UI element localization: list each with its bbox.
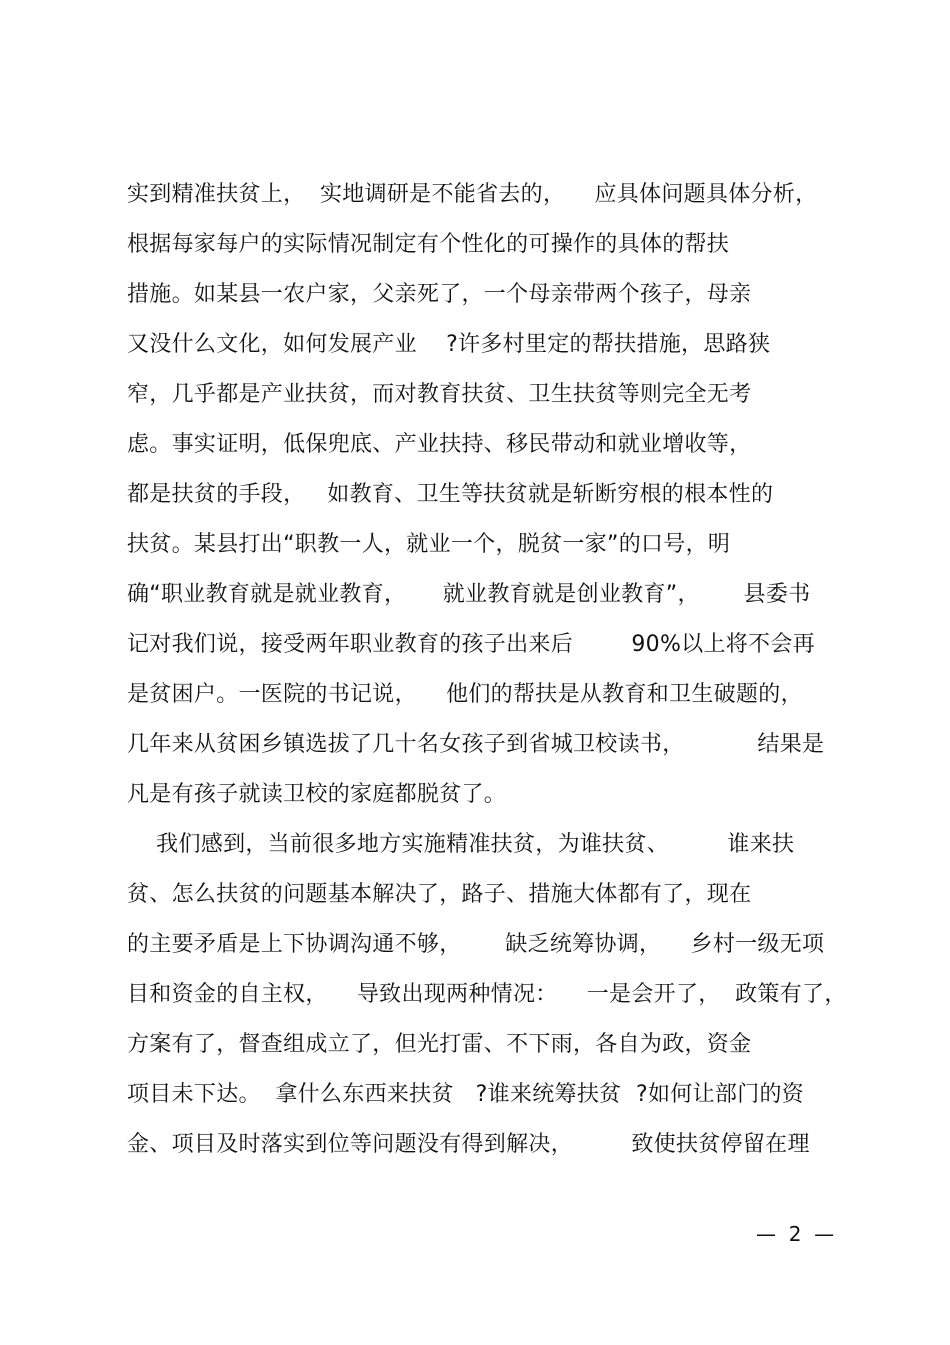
text-line: 确“职业教育就是就业教育， 就业教育就是创业教育”， 县委书 <box>127 582 811 607</box>
text-line: 实到精准扶贫上， 实地调研是不能省去的， 应具体问题具体分析， <box>127 182 818 207</box>
page-number: — 2 — <box>756 1222 835 1246</box>
text-line: 的主要矛盾是上下协调沟通不够， 缺乏统筹协调， 乡村一级无项 <box>127 932 825 957</box>
text-line: 几年来从贫困乡镇选拔了几十名女孩子到省城卫校读书， 结果是 <box>127 732 825 757</box>
text-line: 扶贫。某县打出“职教一人，就业一个，脱贫一家”的口号，明 <box>127 532 731 557</box>
text-line: 方案有了，督查组成立了，但光打雷、不下雨，各自为政，资金 <box>127 1032 752 1057</box>
text-line: 是贫困户。一医院的书记说， 他们的帮扶是从教育和卫生破题的， <box>127 682 803 707</box>
text-line: 凡是有孩子就读卫校的家庭都脱贫了。 <box>127 782 507 807</box>
text-line: 根据每家每户的实际情况制定有个性化的可操作的具体的帮扶 <box>127 232 730 257</box>
text-line: 贫、怎么扶贫的问题基本解决了，路子、措施大体都有了，现在 <box>127 882 752 907</box>
text-line: 又没什么文化，如何发展产业 ?许多村里定的帮扶措施，思路狭 <box>127 332 771 357</box>
text-line: 项目未下达。 拿什么东西来扶贫 ?谁来统筹扶贫 ?如何让部门的资 <box>127 1082 805 1107</box>
text-line: 金、项目及时落实到位等问题没有得到解决， 致使扶贫停留在理 <box>127 1132 810 1157</box>
text-line: 都是扶贫的手段， 如教育、卫生等扶贫就是斩断穷根的根本性的 <box>127 482 774 507</box>
text-line: 记对我们说，接受两年职业教育的孩子出来后 90%以上将不会再 <box>127 632 815 657</box>
text-line: 虑。事实证明，低保兜底、产业扶持、移民带动和就业增收等， <box>127 432 752 457</box>
text-line: 目和资金的自主权， 导致出现两种情况： 一是会开了， 政策有了， <box>127 982 847 1007</box>
text-line: 窄，几乎都是产业扶贫，而对教育扶贫、卫生扶贫等则完全无考 <box>127 382 752 407</box>
text-line: 我们感到，当前很多地方实施精准扶贫，为谁扶贫、 谁来扶 <box>127 832 795 857</box>
text-line: 措施。如某县一农户家，父亲死了，一个母亲带两个孩子，母亲 <box>127 282 752 307</box>
